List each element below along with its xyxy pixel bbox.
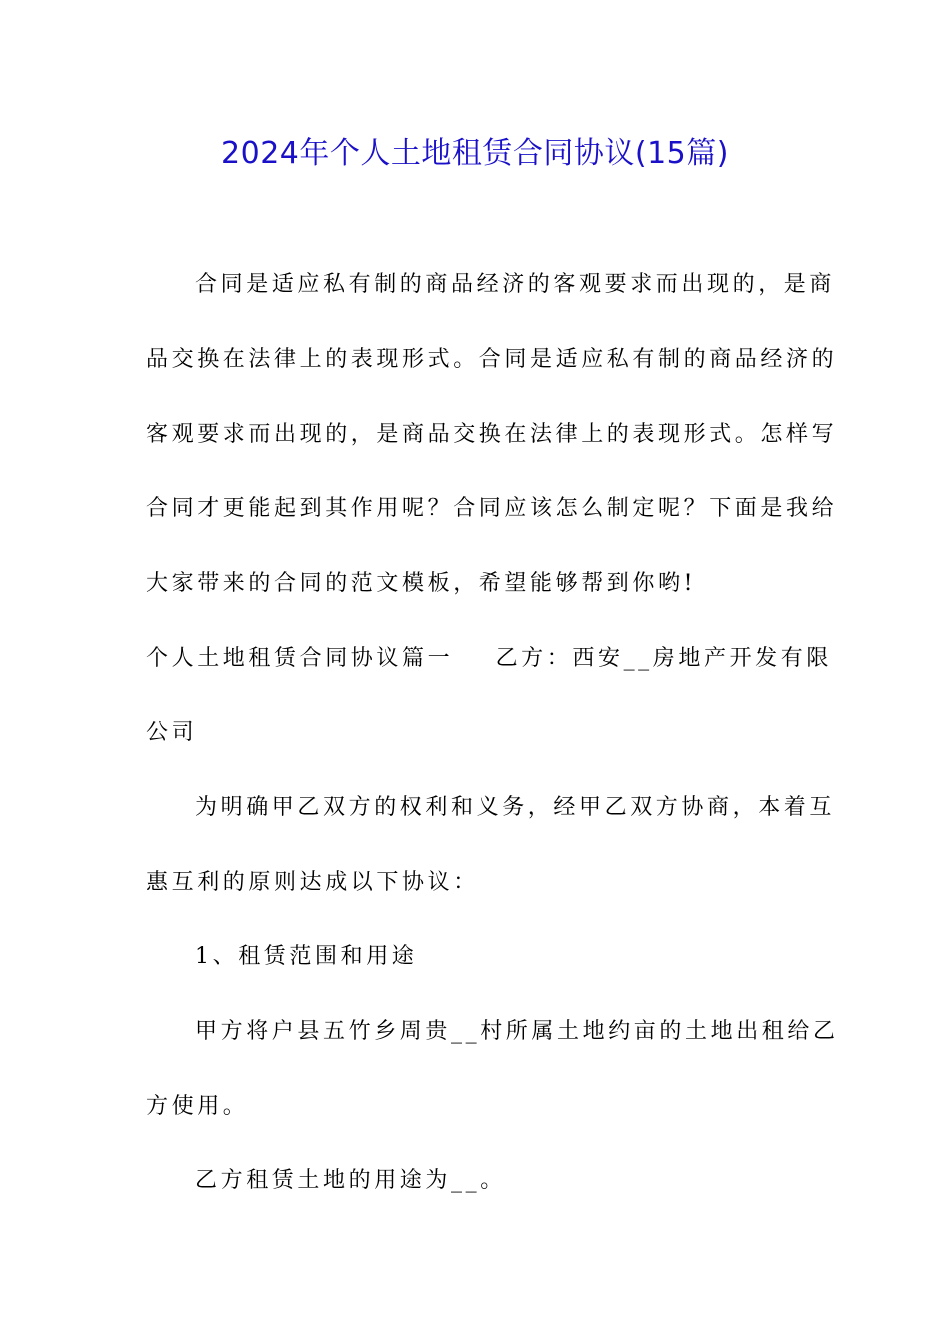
paragraph-line: 合同才更能起到其作用呢？合同应该怎么制定呢？下面是我给: [146, 496, 838, 521]
paragraph-line: 方使用。: [146, 1094, 249, 1119]
paragraph-line: 品交换在法律上的表现形式。合同是适应私有制的商品经济的: [146, 347, 838, 372]
clause-heading: 1、租赁范围和用途: [195, 944, 418, 969]
paragraph-line: 公司: [146, 720, 198, 745]
paragraph-line: 合同是适应私有制的商品经济的客观要求而出现的，是商: [195, 272, 836, 297]
section-heading-line: 个人土地租赁合同协议篇一 乙方：西安__房地产开发有限: [146, 646, 832, 671]
paragraph-line: 客观要求而出现的，是商品交换在法律上的表现形式。怎样写: [146, 422, 838, 447]
paragraph-line: 甲方将户县五竹乡周贵__村所属土地约亩的土地出租给乙: [195, 1019, 839, 1044]
paragraph-line: 大家带来的合同的范文模板，希望能够帮到你哟!: [146, 571, 697, 596]
paragraph-line: 为明确甲乙双方的权利和义务，经甲乙双方协商，本着互: [195, 795, 836, 820]
paragraph-line: 乙方租赁土地的用途为__。: [195, 1168, 506, 1193]
document-title: 2024年个人土地租赁合同协议(15篇): [221, 136, 729, 171]
paragraph-line: 惠互利的原则达成以下协议：: [146, 870, 479, 895]
